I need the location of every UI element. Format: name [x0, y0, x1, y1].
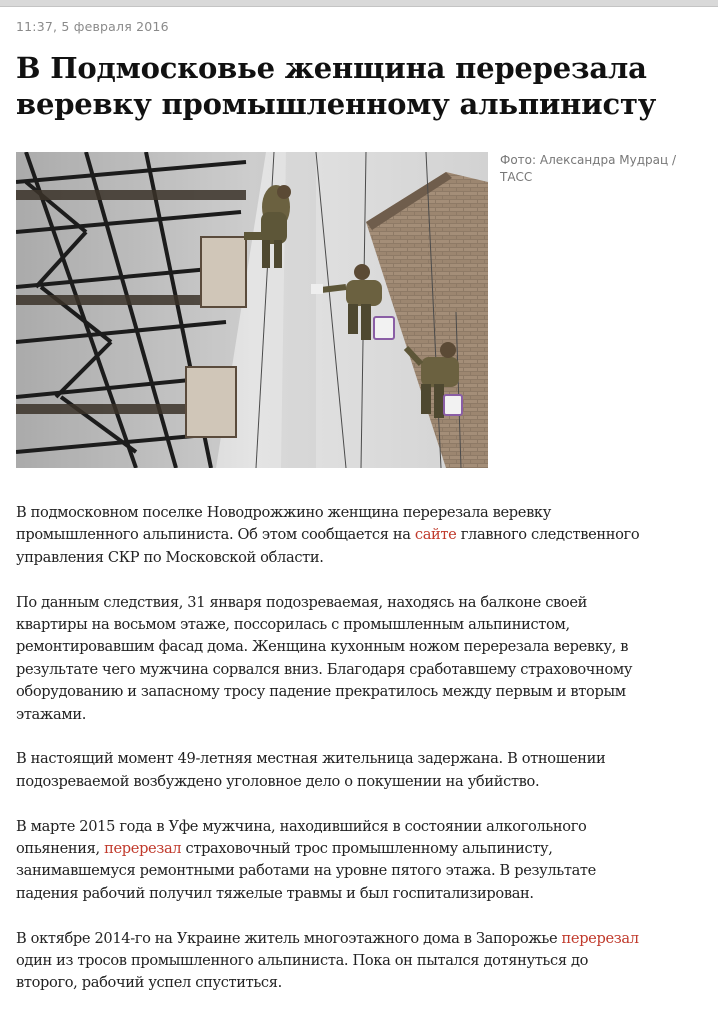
p5-line-1	[16, 928, 716, 950]
p1-line-1: В подмосковном поселке Новодрожжино женщина перерезала веревку	[16, 504, 551, 521]
zaporozhye-incident-link[interactable]: перерезал	[561, 929, 639, 947]
p5-line-2: один из тросов промышленного альпиниста. Пока он пытался дотянуться до	[16, 952, 589, 970]
paragraph-3	[16, 748, 716, 793]
source-site-link[interactable]: сайте	[414, 526, 457, 544]
p2-line-1: По данным следствия, 31 января подозреваемая, находясь на балконе своей	[16, 593, 588, 611]
p2-line-3: ремонтировавшим фасад дома. Женщина кухонным ножом перерезала веревку, в	[16, 638, 629, 656]
p1-line-2-text-before: промышленного альпиниста. Об этом сообщается на	[16, 526, 415, 544]
p5-line-3: второго, рабочий успел спуститься.	[16, 974, 282, 992]
headline-line-1: В Подмосковье женщина перерезала	[16, 51, 647, 85]
paragraph-1	[16, 502, 716, 569]
article-timestamp: 11:37, 5 февраля 2016	[16, 19, 169, 34]
photo-credit-line-1: Фото: Александра Мудрац /	[500, 153, 676, 167]
p4-line-4: падения рабочий получил тяжелые травмы и был госпитализирован.	[16, 884, 534, 902]
p4-line-2-text-before: опьянения,	[16, 840, 105, 858]
p5-line-1-text-before: В октябре 2014-го на Украине житель многоэтажного дома в Запорожье	[16, 929, 562, 947]
article-photo	[16, 152, 488, 468]
p3-line-2: подозреваемой возбуждено уголовное дело о покушении на убийство.	[16, 772, 540, 790]
p2-line-5: оборудованию и запасному тросу падение прекратилось между первым и вторым	[16, 683, 626, 701]
p2-line-2: квартиры на восьмом этаже, поссорилась с промышленным альпинистом,	[16, 616, 570, 634]
p1-line-2	[16, 524, 716, 546]
p2-line-4: результате чего мужчина сорвался вниз. Благодаря сработавшему страховочному	[16, 660, 633, 678]
photo-credit-line-2: ТАСС	[500, 170, 533, 184]
photo-credit	[500, 152, 705, 186]
ufa-incident-link[interactable]: перерезал	[104, 840, 182, 858]
p4-line-1: В марте 2015 года в Уфе мужчина, находившийся в состоянии алкогольного	[16, 817, 587, 835]
p4-line-3: занимавшемуся ремонтными работами на уровне пятого этажа. В результате	[16, 862, 596, 880]
p4-line-2-text-after: страховочный трос промышленному альпинисту,	[181, 840, 553, 858]
headline-line-2: веревку промышленному альпинисту	[16, 87, 657, 121]
browser-top-bar	[0, 0, 718, 7]
article-headline	[16, 50, 706, 122]
p4-line-2	[16, 838, 716, 860]
p3-line-1: В настоящий момент 49-летняя местная жительница задержана. В отношении	[16, 750, 606, 768]
paragraph-5	[16, 928, 716, 995]
paragraph-4	[16, 816, 716, 906]
p2-line-6: этажами.	[16, 705, 86, 723]
p1-line-2-text-after: главного следственного	[456, 526, 640, 544]
p1-line-3: управления СКР по Московской области.	[16, 548, 324, 566]
article-body	[16, 502, 716, 1017]
paragraph-2	[16, 592, 716, 726]
